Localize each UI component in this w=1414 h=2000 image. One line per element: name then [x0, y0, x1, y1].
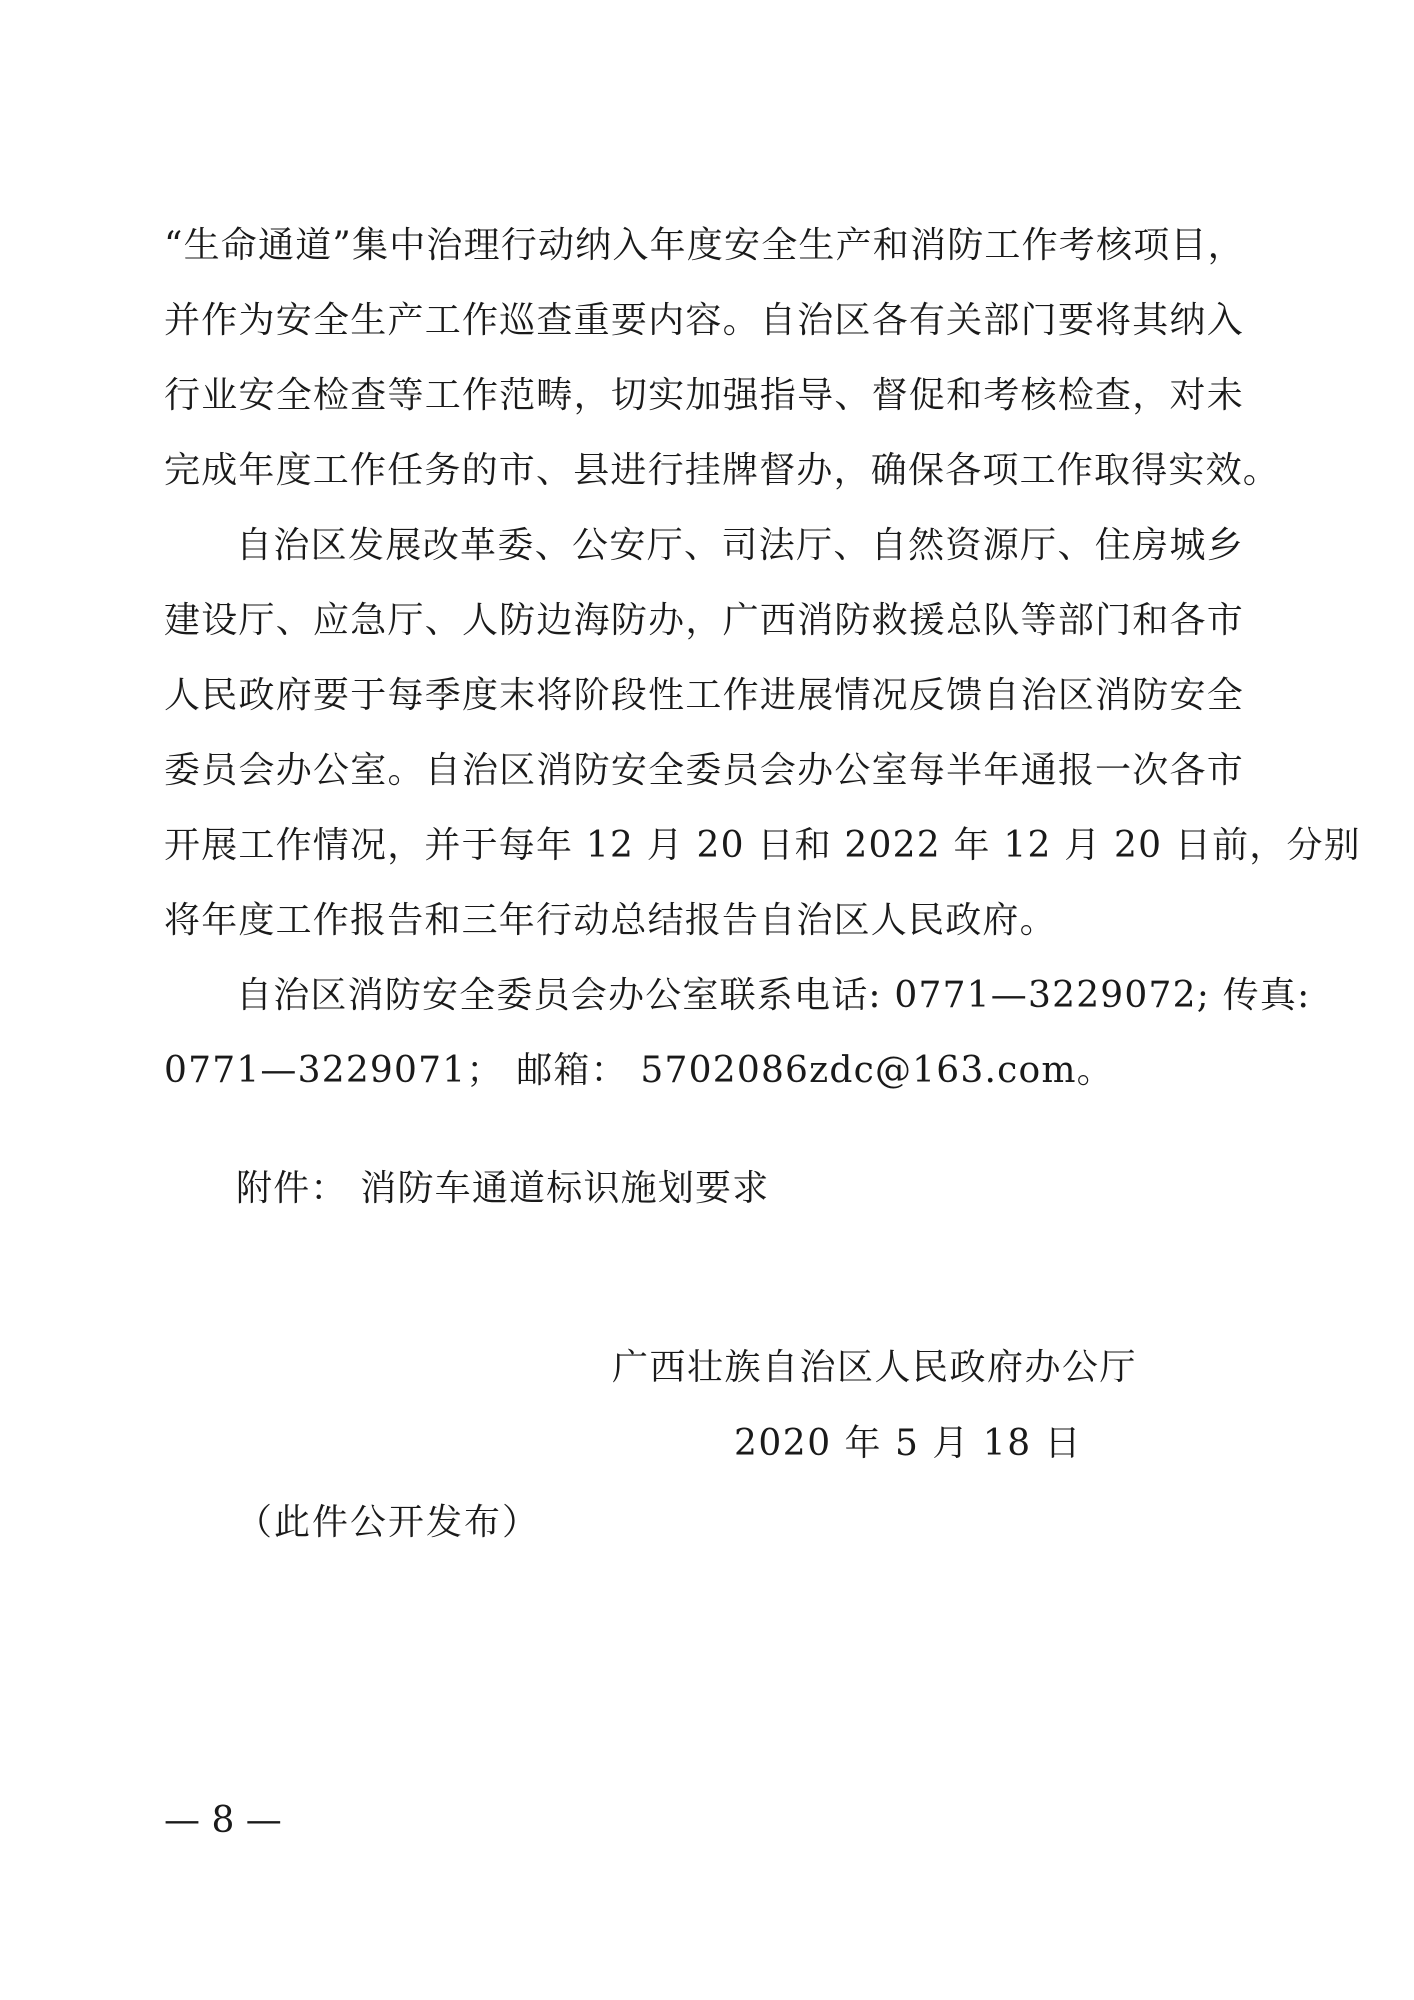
page-number: — 8 — — [164, 1800, 282, 1841]
paragraph-line: 委员会办公室。自治区消防安全委员会办公室每半年通报一次各市 — [164, 750, 1244, 791]
paragraph-line: 将年度工作报告和三年行动总结报告自治区人民政府。 — [164, 900, 1057, 941]
paragraph-line: 建设厅、应急厅、人防边海防办，广西消防救援总队等部门和各市 — [164, 600, 1244, 641]
paragraph-line: 并作为安全生产工作巡查重要内容。自治区各有关部门要将其纳入 — [164, 300, 1244, 341]
paragraph-line: 人民政府要于每季度末将阶段性工作进展情况反馈自治区消防安全 — [164, 675, 1244, 716]
paragraph-line: 0771—3229071； 邮箱： 5702086zdc@163.com。 — [164, 1050, 1114, 1091]
paragraph-line: 完成年度工作任务的市、县进行挂牌督办，确保各项工作取得实效。 — [164, 450, 1281, 491]
paragraph-line: 自治区消防安全委员会办公室联系电话: 0771—3229072; 传真: — [236, 975, 1311, 1016]
public-release-note: （此件公开发布） — [236, 1502, 541, 1543]
attachment-line: 附件： 消防车通道标识施划要求 — [236, 1168, 770, 1209]
paragraph-line: 行业安全检查等工作范畴，切实加强指导、督促和考核检查，对未 — [164, 375, 1244, 416]
signature-date: 2020 年 5 月 18 日 — [734, 1423, 1083, 1464]
paragraph-line: 开展工作情况，并于每年 12 月 20 日和 2022 年 12 月 20 日前，分别 — [164, 825, 1361, 866]
paragraph-line: “生命通道”集中治理行动纳入年度安全生产和消防工作考核项目， — [164, 225, 1245, 266]
paragraph-line: 自治区发展改革委、公安厅、司法厅、自然资源厅、住房城乡 — [236, 525, 1244, 566]
signature-organization: 广西壮族自治区人民政府办公厅 — [612, 1347, 1138, 1388]
